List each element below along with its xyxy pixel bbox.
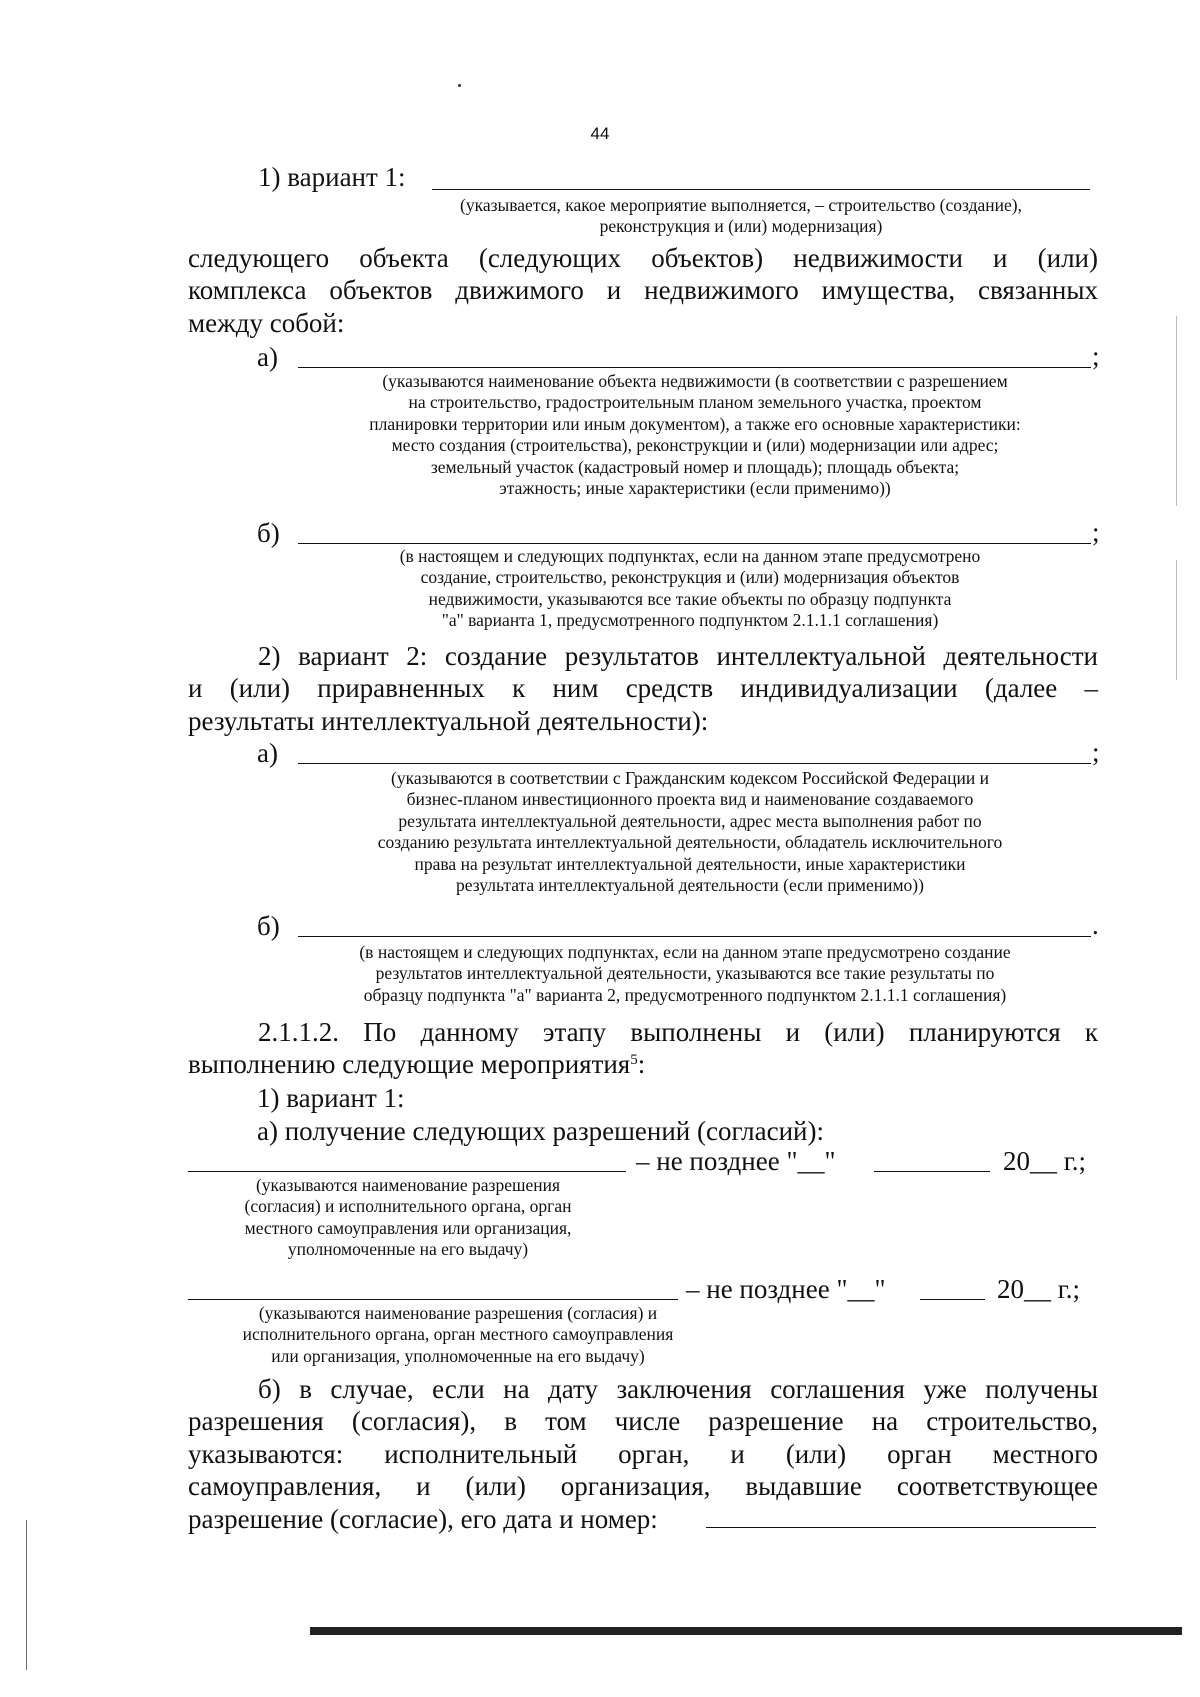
- obtained-permits-paragraph: б) в случае, если на дату заключения соглашения уже получены разрешения (согласия), в том числе разрешение на строительство, указываются: исполнительный орган, и (или) орган местного самоуправления, и (или) организация, выдавшие соответствующее разрешение (согласие), его дата и номер:: [188, 1374, 1098, 1534]
- permit-2-name-line[interactable]: [188, 1299, 678, 1300]
- item-b-label: б): [257, 518, 280, 548]
- scan-edge-right: [1176, 316, 1177, 506]
- scan-dot: [458, 84, 461, 87]
- permit-1-deadline: – не позднее "__": [636, 1146, 836, 1176]
- permit-1-note: (указываются наименование разрешения (согласия) и исполнительного органа, орган местного самоуправления или организация, уполномоченные на его выдачу): [244, 1175, 572, 1260]
- item-2a-fill-line[interactable]: [298, 763, 1091, 764]
- item-2a-label: а): [257, 738, 278, 768]
- item-2b-period: .: [1092, 910, 1099, 940]
- permit-details-fill-line[interactable]: [706, 1527, 1096, 1528]
- item-a-fill-line[interactable]: [298, 367, 1091, 368]
- measures-paragraph: 2.1.1.2. По данному этапу выполнены и (или) планируются к выполнению следующие мероприятия$^5$:: [188, 1017, 1098, 1080]
- variant-1-note: (указывается, какое мероприятие выполняется, – строительство (создание), реконструкция и (или) модернизация): [460, 195, 1022, 237]
- permit-2-deadline: – не позднее "__": [686, 1274, 886, 1304]
- permits-heading: а) получение следующих разрешений (согласий):: [257, 1116, 824, 1146]
- item-a-label: а): [257, 342, 278, 372]
- item-b-fill-line[interactable]: [298, 543, 1091, 544]
- item-2a-note: (указываются в соответствии с Гражданским кодексом Российской Федерации и бизнес-планом инвестиционного проекта вид и наименование создаваемого результата интеллектуальной деятельности, адрес места выполнения работ по созданию результата интеллектуальной деятельности, обладатель исключительного права на результат интеллектуальной деятельности, иные характеристики результата интеллектуальной деятельности (если применимо)): [377, 768, 1003, 896]
- objects-paragraph: следующего объекта (следующих объектов) недвижимости и (или) комплекса объектов движимого и недвижимого имущества, связанных между собой:: [188, 243, 1098, 338]
- item-b-semicolon: ;: [1092, 517, 1100, 547]
- variant-1-label: 1) вариант 1:: [258, 162, 406, 192]
- footnote-ref[interactable]: 5: [630, 1052, 638, 1069]
- permit-1-month-line[interactable]: [874, 1171, 990, 1172]
- permit-1-year: 20__ г.;: [1003, 1146, 1087, 1176]
- item-a-note: (указываются наименование объекта недвижимости (в соответствии с разрешением на строительство, градостроительным планом земельного участка, проектом планировки территории или иным документом), а также его основные характеристики: место создания (строительства), реконструкции и (или) модернизации или адрес; земельный участок (кадастровый номер и площадь); площадь объекта; этажность; иные характеристики (если применимо)): [369, 371, 1021, 499]
- permit-2-note: (указываются наименование разрешения (согласия) и исполнительного органа, орган местного самоуправления или организация, уполномоченные на его выдачу): [242, 1303, 674, 1366]
- permit-2-month-line[interactable]: [920, 1299, 985, 1300]
- scan-edge-left: [26, 1520, 27, 1670]
- item-2b-note: (в настоящем и следующих подпунктах, если на данном этапе предусмотрено создание результатов интеллектуальной деятельности, указываются все такие результаты по образцу подпункта "а" варианта 2, предусмотренного подпунктом 2.1.1.1 соглашения): [359, 942, 1011, 1005]
- item-2b-label: б): [257, 911, 280, 941]
- scan-edge-right-2: [1176, 560, 1177, 680]
- item-2b-fill-line[interactable]: [298, 936, 1091, 937]
- variant-1-fill-line[interactable]: [432, 189, 1090, 190]
- scan-bottom-bar: [310, 1627, 1182, 1635]
- permit-1-name-line[interactable]: [188, 1171, 626, 1172]
- item-2a-semicolon: ;: [1092, 737, 1100, 767]
- item-b-note: (в настоящем и следующих подпунктах, если на данном этапе предусмотрено создание, строительство, реконструкция и (или) модернизация объектов недвижимости, указываются все такие объекты по образцу подпункта "а" варианта 1, предусмотренного подпунктом 2.1.1.1 соглашения): [399, 546, 981, 631]
- variant-2-paragraph: 2) вариант 2: создание результатов интеллектуальной деятельности и (или) приравненных к ним средств индивидуализации (далее – результаты интеллектуальной деятельности):: [188, 641, 1098, 736]
- item-a-semicolon: ;: [1092, 341, 1100, 371]
- permit-2-year: 20__ г.;: [997, 1274, 1081, 1304]
- page-number: 44: [590, 124, 610, 143]
- measures-variant-1: 1) вариант 1:: [257, 1083, 405, 1113]
